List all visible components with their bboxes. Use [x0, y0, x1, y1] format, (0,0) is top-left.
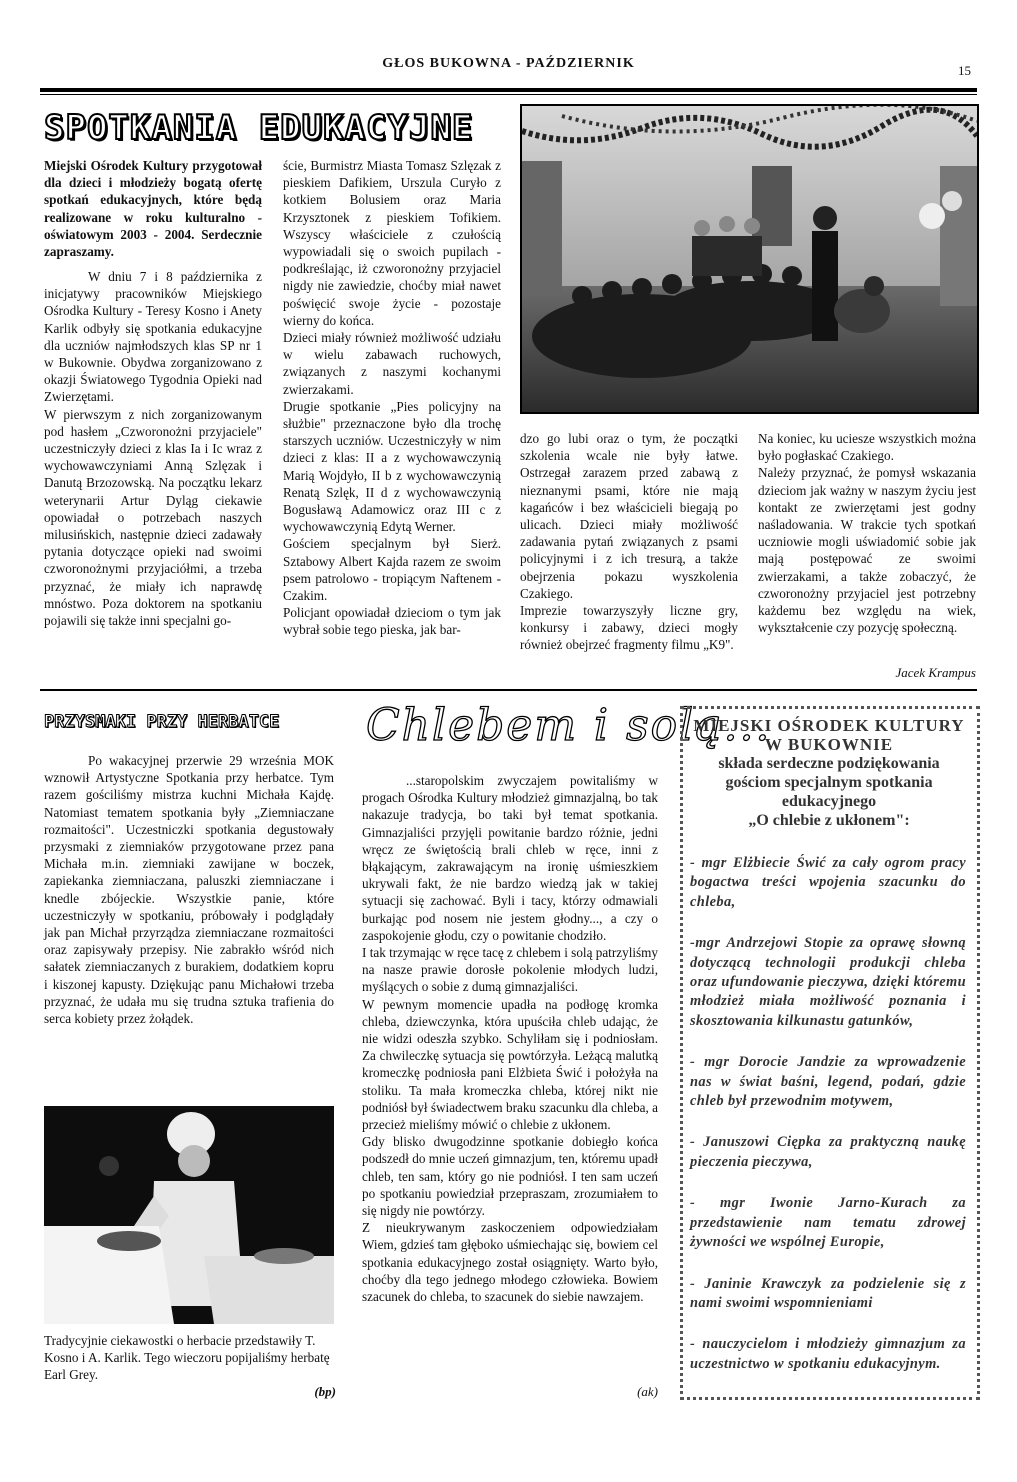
thanks-org-location: W BUKOWNIE — [764, 735, 894, 754]
paragraph: Gdy blisko dwugodzinne spotkanie dobiegło końca podszedł do mnie uczeń gimnazjum, ten, któremu upadł chleb, ten sam, który go nie podniósł. I ten sam uczeń po spotkaniu powiedział przepraszam, zrozumiałem to się nigdy nie powtórzy. — [362, 1134, 658, 1219]
article-title-przysmaki: PRZYSMAKI PRZY HERBATCE — [44, 712, 280, 732]
paragraph: W pierwszym z nich zorganizowanym pod hasłem „Czworonożni przyjaciele" uczestniczyły dzieci z klas Ia i Ic wraz z wychowawczyniami Anną Szlęzak i Danutą Brzozowską. Na początku lekarz weterynarii Artur Dyląg ciekawie opowiadał o potrzebach naszych milusińskich, następnie dzieci zadawały pytania dotyczące opieki nad swoimi czworonożnymi przyjaciółmi, a trzeba przyznać, że miały ich naprawdę mnóstwo. Poza doktorem na spotkaniu pojawili się także inni specjalni go- — [44, 406, 262, 629]
photo-chef — [44, 1106, 334, 1324]
thanks-event-name: „O chlebie z ukłonem": — [748, 812, 910, 829]
newspaper-header: GŁOS BUKOWNA - PAŹDZIERNIK — [382, 56, 635, 71]
paragraph: ście, Burmistrz Miasta Tomasz Szlęzak z pieskiem Dafikiem, Urszula Curyło z kotkiem Bolusiem oraz Maria Krzysztonek z pieskiem Tofikiem. Wszyscy właściciele z czułością wypowiadali się o swoich pupilach - podkreślając, iż czworonożny przyjaciel nigdy nie zawiedzie, choćby miał nawet poświęcić swoje życie - pozostaje wierny do końca. — [283, 158, 501, 328]
article2-signature: (bp) — [314, 1384, 336, 1399]
article1-column-2 — [283, 157, 501, 639]
article-title-spotkania: SPOTKANIA EDUKACYJNE — [44, 108, 474, 148]
paragraph: dzo go lubi oraz o tym, że początki szkolenia wcale nie były łatwe. Ostrzegał zarazem przed zabawą z nieznanymi psami, które nie mają kagańców i bez właścicieli biegają po ulicach. Dzieci miały możliwość zadawania pytań związanych z psami policyjnymi i z ich tresurą, a także obejrzenia pokazu wyszkolenia Czakiego. — [520, 431, 738, 601]
paragraph: W pewnym momencie upadła na podłogę kromka chleba, dziewczynka, która upuściła chleb udając, że nie widzi odeszła szybko. Schyliłam się i podniosłam. Za chwileczkę sytuacja się powtórzyła. Leżącą malutką kromeczkę podniosła pani Elżbieta Świć i położyła na stoliku. Ta mała kromeczka chleba, której nikt nie podniósł był świadectwem braku szacunku dla chleba, a przecież mieliśmy mówić o chlebie z ukłonem. — [362, 996, 658, 1133]
article1-column-3 — [520, 430, 738, 654]
article2-body: Po wakacyjnej przerwie 29 września MOK wznowił Artystyczne Spotkania przy herbatce. Tym razem gościliśmy mistrza kuchni Michała Kajdę. Natomiast tematem spotkania były „Ziemniaczane rozmaitości". Uczestniczki spotkania degustowały przysmaki z ziemniaków przygotowane przez pana Michała m.in. ziemniaki zawijane w boczek, zapiekanka ziemniaczana, paluszki ziemniaczane i knedle zbójeckie. Wszystkie panie, które uczestniczyły w spotkaniu, próbowały i podglądały jak pan Michał przyrządza ziemniaczane rozmaitości oraz zapisywały przepisy. Nie zabrakło wśród nich sałatek ziemniaczanych z burakiem, dodatkiem kopru i kiszonej kapusty. Dziękując panu Michałowi trzeba przyznać, że udała mu się trudna sztuka trafienia do serca kobiety przez żołądek. — [44, 753, 334, 1027]
photo-police-dog-meeting — [520, 104, 979, 414]
article-title-chlebem: Chlebem i solą... — [366, 700, 772, 751]
paragraph: Drugie spotkanie „Pies policyjny na służbie" przeznaczone było dla trochę starszych uczniów. Uczestniczyły w nim dzieci z klas: II a z wychowawczynią Marią Wojdyło, II b z wychowawczynią Renatą Szlęk, II d z wychowawczynią Bogusławą Adamowicz oraz III c z wychowawczynią Edytą Werner. — [283, 398, 501, 535]
section-divider — [40, 689, 977, 691]
paragraph: Na koniec, ku uciesze wszystkich można było pogłaskać Czakiego. — [758, 431, 976, 464]
article3-signature: (ak) — [637, 1384, 658, 1399]
thanks-intro: składa serdeczne podziękowania gościom specjalnym spotkania edukacyjnego — [718, 755, 940, 810]
article1-signature: Jacek Krampus — [895, 665, 976, 680]
header-rule-thin — [40, 94, 977, 95]
photo-police-dog-image — [522, 106, 977, 412]
article1-column-1 — [44, 268, 262, 629]
header-rule — [40, 88, 977, 92]
paragraph: Policjant opowiadał dzieciom o tym jak wybrał sobie tego pieska, jak bar- — [283, 605, 501, 638]
paragraph: W dniu 7 i 8 października z inicjatywy pracowników Miejskiego Ośrodka Kultury - Teresy Kosno i Anety Karlik odbyły się spotkania edukacyjne dla uczniów najmłodszych klas SP nr 1 w Bukownie. Obydwa zorganizowano z okazji Światowego Tygodnia Opieki nad Zwierzętami. — [44, 269, 262, 405]
thanks-item: - Januszowi Ciępka za praktyczną naukę pieczenia pieczywa, — [690, 1134, 966, 1170]
thanks-item: -mgr Andrzejowi Stopie za oprawę słowną dotyczącą technologii produkcji chleba oraz ufundowanie pieczywa, dzięki któremu młodzież miała możliwość poznania i skosztowania kilkunastu gatunków, — [690, 935, 966, 1029]
paragraph: I tak trzymając w ręce tacę z chlebem i solą patrzyliśmy na nasze prawie dorosłe pokolenie młodych ludzi, myślących o sobie z dumą gimnazjaliści. — [362, 945, 658, 995]
thanks-list — [690, 854, 966, 1374]
paragraph: Dzieci miały również możliwość udziału w wielu zabawach ruchowych, związanych z naszymi kochanymi zwierzakami. — [283, 330, 501, 397]
paragraph: ...staropolskim zwyczajem powitaliśmy w progach Ośrodka Kultury młodzież gimnazjalną, bo tak nakazuje tradycja, bo taki był temat spotkania. Gimnazjaliści przyjęli powitanie bardzo różnie, jedni wręcz ze świętością brali chleb w ręce, inni z błąkającym, zakrawającym na ironię uśmieszkiem ukrywali fakt, że nie bardzo wiedzą jak w takiej sytuacji się zachować. Byli i tacy, którzy odmawiali burkając pod nosem nie jestem głodny..., a czy o zaspokojenie głodu, czy o powitanie chodziło. — [362, 773, 658, 943]
photo-chef-image — [44, 1106, 334, 1324]
thanks-item: - mgr Dorocie Jandzie za wprowadzenie nas w świat baśni, legend, podań, gdzie chleb był przewodnim motywem, — [690, 1054, 966, 1110]
thanks-item: - mgr Iwonie Jarno-Kurach za przedstawienie nam tematu zdrowej żywności we wspólnej Europie, — [690, 1195, 966, 1251]
page-number: 15 — [958, 63, 971, 78]
paragraph: Gościem specjalnym był Sierż. Sztabowy Albert Kajda razem ze swoim psem patrolowo - tropiącym Naftenem - Czakim. — [283, 536, 501, 604]
thanks-item: - mgr Elżbiecie Świć za cały ogrom pracy bogactwa treści wpojenia szacunku do chleba, — [690, 855, 966, 910]
paragraph: Z nieukrywanym zaskoczeniem odpowiedziałam Wiem, gdzieś tam głęboko uśmiechając się, bowiem cel spotkania edukacyjnego został osiągnięty. Warto było, choćby dla tego jednego młodego człowieka. Bowiem szacunek do chleba, to szacunek do siebie nawzajem. — [362, 1220, 658, 1305]
thanks-item: - Janinie Krawczyk za podzielenie się z nami swoimi wspomnieniami — [690, 1275, 966, 1311]
paragraph: Imprezie towarzyszyły liczne gry, konkursy i zabawy, dzieci mogły również obejrzeć fragmenty filmu „K9". — [520, 603, 738, 653]
article3-body — [362, 772, 658, 1305]
thanks-item: - nauczycielom i młodzieży gimnazjum za uczestnictwo w spotkaniu edukacyjnym. — [690, 1336, 966, 1372]
article-lead: Miejski Ośrodek Kultury przygotował dla dzieci i młodzieży bogatą ofertę spotkań edukacyjnych, które będą realizowane w roku kulturalno - oświatowym 2003 - 2004. Serdecznie zapraszamy. — [44, 158, 262, 260]
paragraph: Należy przyznać, że pomysł wskazania dzieciom jak ważny w naszym życiu jest kontakt ze zwierzętami jest godny naśladowania. W trakcie tych spotkań uczniowie mogli uświadomić sobie jak mają postępować ze swoimi zwierzakami, a także zobaczyć, że czworonożny przyjaciel jest potrzebny każdemu bez względu na wiek, wykształcenie czy pozycję społeczną. — [758, 465, 976, 636]
thanks-box-header — [690, 716, 968, 830]
article1-column-4 — [758, 430, 976, 636]
thanks-org-name: MIEJSKI OŚRODEK KULTURY — [693, 716, 965, 735]
photo-chef-caption: Tradycyjnie ciekawostki o herbacie przedstawiły T. Kosno i A. Karlik. Tego wieczoru popijaliśmy herbatę Earl Grey. — [44, 1333, 330, 1383]
